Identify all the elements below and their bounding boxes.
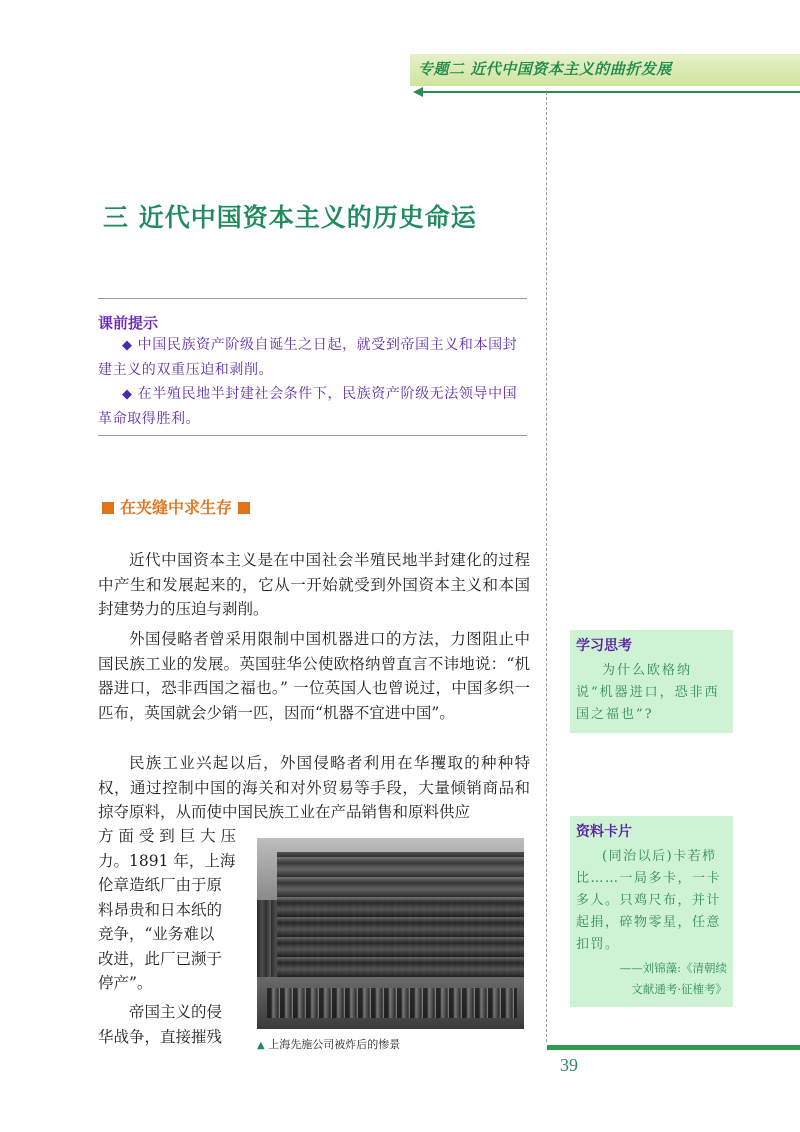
header-title: 专题二 近代中国资本主义的曲折发展 <box>418 60 672 78</box>
pre-class-hint <box>98 382 530 431</box>
square-bullet-icon <box>238 502 250 514</box>
chapter-title: 三 近代中国资本主义的历史命运 <box>103 203 477 232</box>
hint-text: 中国民族资产阶级自诞生之日起，就受到帝国主义和本国封建主义的双重压迫和剥削。 <box>98 337 518 378</box>
text-line: 方 面 受 到 巨 大 压 <box>98 827 237 845</box>
wrapped-paragraph <box>98 1000 250 1049</box>
diamond-bullet-icon: ◆ <box>122 387 133 402</box>
diamond-bullet-icon: ◆ <box>122 338 133 353</box>
text-line: 停产”。 <box>98 974 153 992</box>
wrapped-paragraph <box>98 824 250 996</box>
photo-caption <box>257 1036 400 1052</box>
text-line: 伦章造纸厂由于原 <box>98 876 223 894</box>
text-line: 华战争，直接摧残 <box>98 1027 223 1046</box>
pre-class-hint <box>98 333 530 382</box>
header-rule <box>420 91 800 93</box>
text-line: 料昂贵和日本纸的 <box>98 900 223 919</box>
section-heading-text: 在夹缝中求生存 <box>120 498 233 517</box>
body-paragraph: 近代中国资本主义是在中国社会半殖民地半封建化的过程中产生和发展起来的，它从一开始就受到外国资本主义和本国封建势力的压迫与剥削。 <box>98 551 530 618</box>
footer-bar <box>547 1045 800 1050</box>
data-card-source: 文献通考·征榷考》 <box>631 982 727 996</box>
text-line: 改进，此厂已濒于 <box>98 949 223 968</box>
body-paragraph: 民族工业兴起以后，外国侵略者利用在华攫取的种种特权，通过控制中国的海关和对外贸易等手段，大量倾销商品和掠夺原料，从而使中国民族工业在产品销售和原料供应 <box>98 754 530 821</box>
margin-divider <box>546 92 547 1042</box>
data-card-box <box>570 816 733 1007</box>
pre-class-heading: 课前提示 <box>98 314 159 332</box>
photo-building <box>277 852 524 977</box>
triangle-up-icon: ▲ <box>257 1040 265 1051</box>
body-paragraph: 外国侵略者曾采用限制中国机器进口的方法，力图阻止中国民族工业的发展。英国驻华公使欧格纳曾直言不讳地说：“机器进口，恐非西国之福也。” 一位英国人也曾说过，中国多织一匹布，英国就会少销一匹，因而“机器不宜进中国”。 <box>98 630 530 722</box>
photo-crowd <box>267 988 517 1018</box>
hint-bottom-rule <box>98 435 527 436</box>
text-line: 竞争，“业务难以 <box>98 925 215 943</box>
study-think-heading: 学习思考 <box>576 638 632 654</box>
square-bullet-icon <box>102 502 114 514</box>
page-number: 39 <box>560 1055 578 1075</box>
historical-photo <box>257 838 524 1029</box>
hint-text: 在半殖民地半封建社会条件下，民族资产阶级无法领导中国革命取得胜利。 <box>98 386 518 427</box>
study-think-box <box>570 630 733 733</box>
caption-text: 上海先施公司被炸后的惨景 <box>268 1038 401 1051</box>
text-line: 力。1891 年，上海 <box>98 851 236 870</box>
data-card-heading: 资料卡片 <box>576 824 632 840</box>
hint-top-rule <box>98 298 527 299</box>
text-line: 帝国主义的侵 <box>129 1003 223 1021</box>
data-card-source: ——刘锦藻:《清朝续 <box>619 961 727 975</box>
data-card-text: (同治以后)卡若栉比……一局多卡，一卡多人。只鸡尺布，并计起捐，碎物零星，任意扣罚。 <box>576 849 722 952</box>
study-think-text: 为什么欧格纳说“机器进口，恐非西国之福也”? <box>576 663 720 722</box>
section-heading <box>102 495 250 518</box>
